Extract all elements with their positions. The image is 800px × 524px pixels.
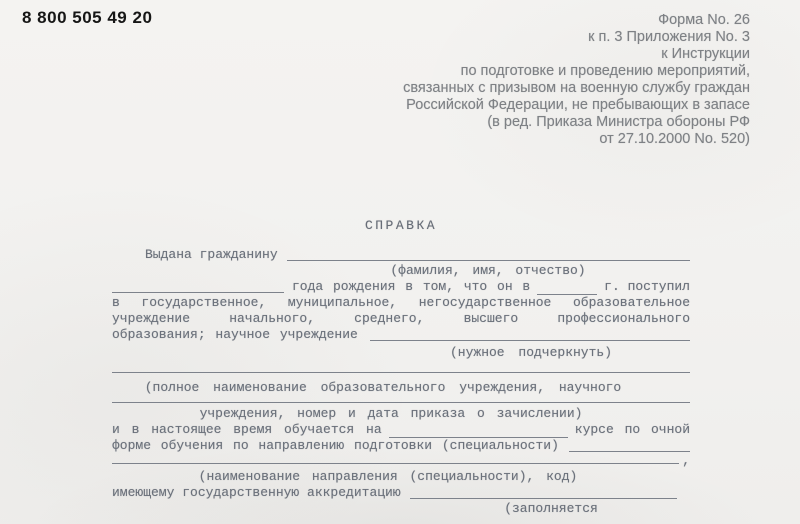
header-line-edict: (в ред. Приказа Министра обороны РФ [487,114,750,130]
header-line-instruction: к Инструкции [661,46,750,62]
document-title: СПРАВКА [364,218,438,233]
trailing-comma: , [682,453,690,468]
header-line-edict-date: от 27.10.2000 No. 520) [599,131,750,147]
birth-year-blank [112,279,284,293]
institution-name-blank-line [112,372,690,373]
accreditation-label: имеющему государственную аккредитацию [112,485,401,500]
study-form-line [112,438,690,454]
birth-year-text: года рождения в том, что он в [292,279,531,294]
institution-level-line: учреждение начального, среднего, высшего профессионального [112,311,690,326]
certificate-body [112,218,690,517]
specialty-blank-line-row [112,453,690,468]
filled-in-caption: (заполняется [504,501,598,516]
science-institution-blank [370,327,690,341]
study-form-label: форме обучения по направлению подготовки (специальности) [112,438,559,453]
header-line-preparation: по подготовке и проведению мероприятий, [460,63,750,79]
enrolled-text: г. поступил [604,279,690,294]
paragraph-indent [112,247,145,263]
phone-number-overlay: 8 800 505 49 20 [22,8,153,27]
issued-to-line [112,247,690,263]
accreditation-line [112,485,690,501]
header-line-federation: Российской Федерации, не пребывающих в запасе [406,97,750,113]
science-institution-line [112,327,690,343]
underline-needed-caption: (нужное подчеркнуть) [449,345,613,360]
order-caption: учреждения, номер и дата приказа о зачислении) [199,406,583,421]
current-study-start: и в настоящее время обучается на [112,422,382,437]
specialty-blank-start [569,438,690,452]
specialty-blank-line [112,454,679,464]
institution-name-caption: (полное наименование образовательного учреждения, научного [144,380,622,395]
issued-to-label: Выдана гражданину [145,247,278,262]
fio-blank-line [287,247,690,261]
form-header-block [320,12,750,148]
enroll-year-blank [537,279,597,295]
header-line-annex: к п. 3 Приложения No. 3 [588,29,750,45]
institution-type-line: в государственное, муниципальное, негосударственное образовательное [112,295,690,310]
course-number-blank [389,422,568,438]
header-line-form-number: Форма No. 26 [658,12,750,28]
header-line-conscription: связанных с призывом на военную службу граждан [403,80,750,96]
current-study-end: курсе по очной [574,422,690,437]
specialty-caption: (наименование направления (специальности), код) [198,469,578,484]
current-study-line [112,422,690,438]
order-blank-line [112,402,690,403]
accreditation-blank [410,485,677,499]
fio-caption: (фамилия, имя, отчество) [390,263,586,278]
science-institution-label: образования; научное учреждение [112,327,358,342]
birth-year-line [112,279,690,295]
